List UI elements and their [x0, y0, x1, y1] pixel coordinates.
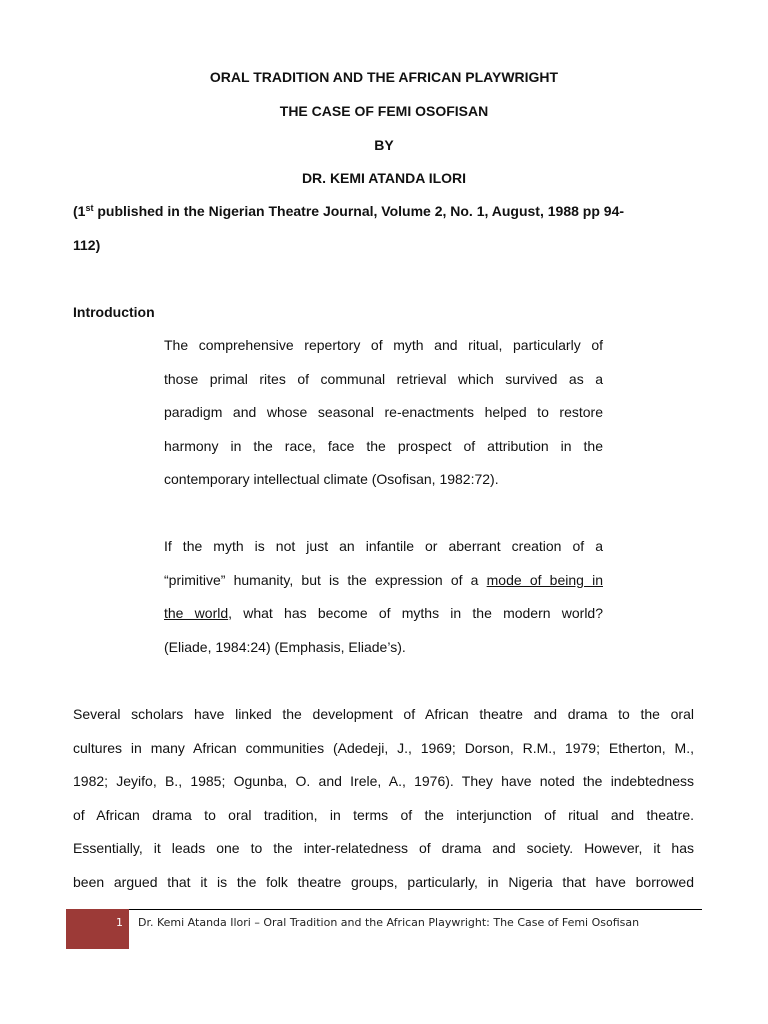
quote1-line: paradigm and whose seasonal re-enactments helped to restore	[164, 404, 603, 421]
title-by: BY	[374, 137, 394, 153]
section-heading: Introduction	[73, 304, 155, 320]
quote2-line: If the myth is not just an infantile or aberrant creation of a	[164, 538, 603, 554]
body-line: Essentially, it leads one to the inter-relatedness of drama and society. However, it has	[73, 840, 694, 856]
title-line-2: THE CASE OF FEMI OSOFISAN	[279, 103, 489, 119]
body-line: Several scholars have linked the development of African theatre and drama to the oral	[73, 706, 694, 722]
quote1-line: The comprehensive repertory of myth and ritual, particularly of	[164, 337, 603, 353]
body-line: 1982; Jeyifo, B., 1985; Ogunba, O. and Irele, A., 1976). They have noted the indebtedness	[73, 773, 694, 789]
quote2-line	[164, 564, 603, 598]
running-footer: Dr. Kemi Atanda Ilori – Oral Tradition and the African Playwright: The Case of Femi Osofisan	[138, 916, 640, 929]
author-name: DR. KEMI ATANDA ILORI	[301, 170, 467, 186]
body-paragraph	[73, 698, 694, 899]
publication-note	[73, 194, 698, 262]
quote1-line: those primal rites of communal retrieval which survived as a	[164, 370, 603, 387]
quote1-line: contemporary intellectual climate (Osofisan, 1982:72).	[164, 471, 499, 488]
publication-line1: published in the Nigerian Theatre Journal, Volume 2, No. 1, August, 1988 pp 94-	[93, 203, 625, 219]
quote2-emphasis: the world	[164, 605, 229, 622]
page-number: 1	[116, 916, 123, 929]
title-line-1: ORAL TRADITION AND THE AFRICAN PLAYWRIGHT	[209, 69, 559, 85]
publication-line2: 112)	[73, 237, 101, 253]
quote2-emphasis: mode of being in	[486, 571, 603, 588]
quote2-line2-text: “primitive” humanity, but is the expression of a	[164, 571, 487, 588]
quote2-line3-text: , what has become of myths in the modern world?	[228, 605, 603, 622]
publication-superscript: st	[85, 203, 94, 213]
block-quote-2	[164, 530, 603, 664]
block-quote-1	[164, 329, 603, 497]
quote2-line	[164, 597, 603, 631]
quote1-line: harmony in the race, face the prospect of attribution in the	[164, 437, 603, 454]
body-line: cultures in many African communities (Adedeji, J., 1969; Dorson, R.M., 1979; Etherton, M.,	[73, 739, 694, 756]
body-line: been argued that it is the folk theatre groups, particularly, in Nigeria that have borrowed	[73, 873, 694, 890]
quote2-line: (Eliade, 1984:24) (Emphasis, Eliade’s).	[164, 638, 406, 655]
publication-prefix: (1	[73, 203, 86, 219]
footer-divider	[129, 909, 702, 910]
body-line: of African drama to oral tradition, in terms of the interjunction of ritual and theatre.	[73, 806, 694, 823]
